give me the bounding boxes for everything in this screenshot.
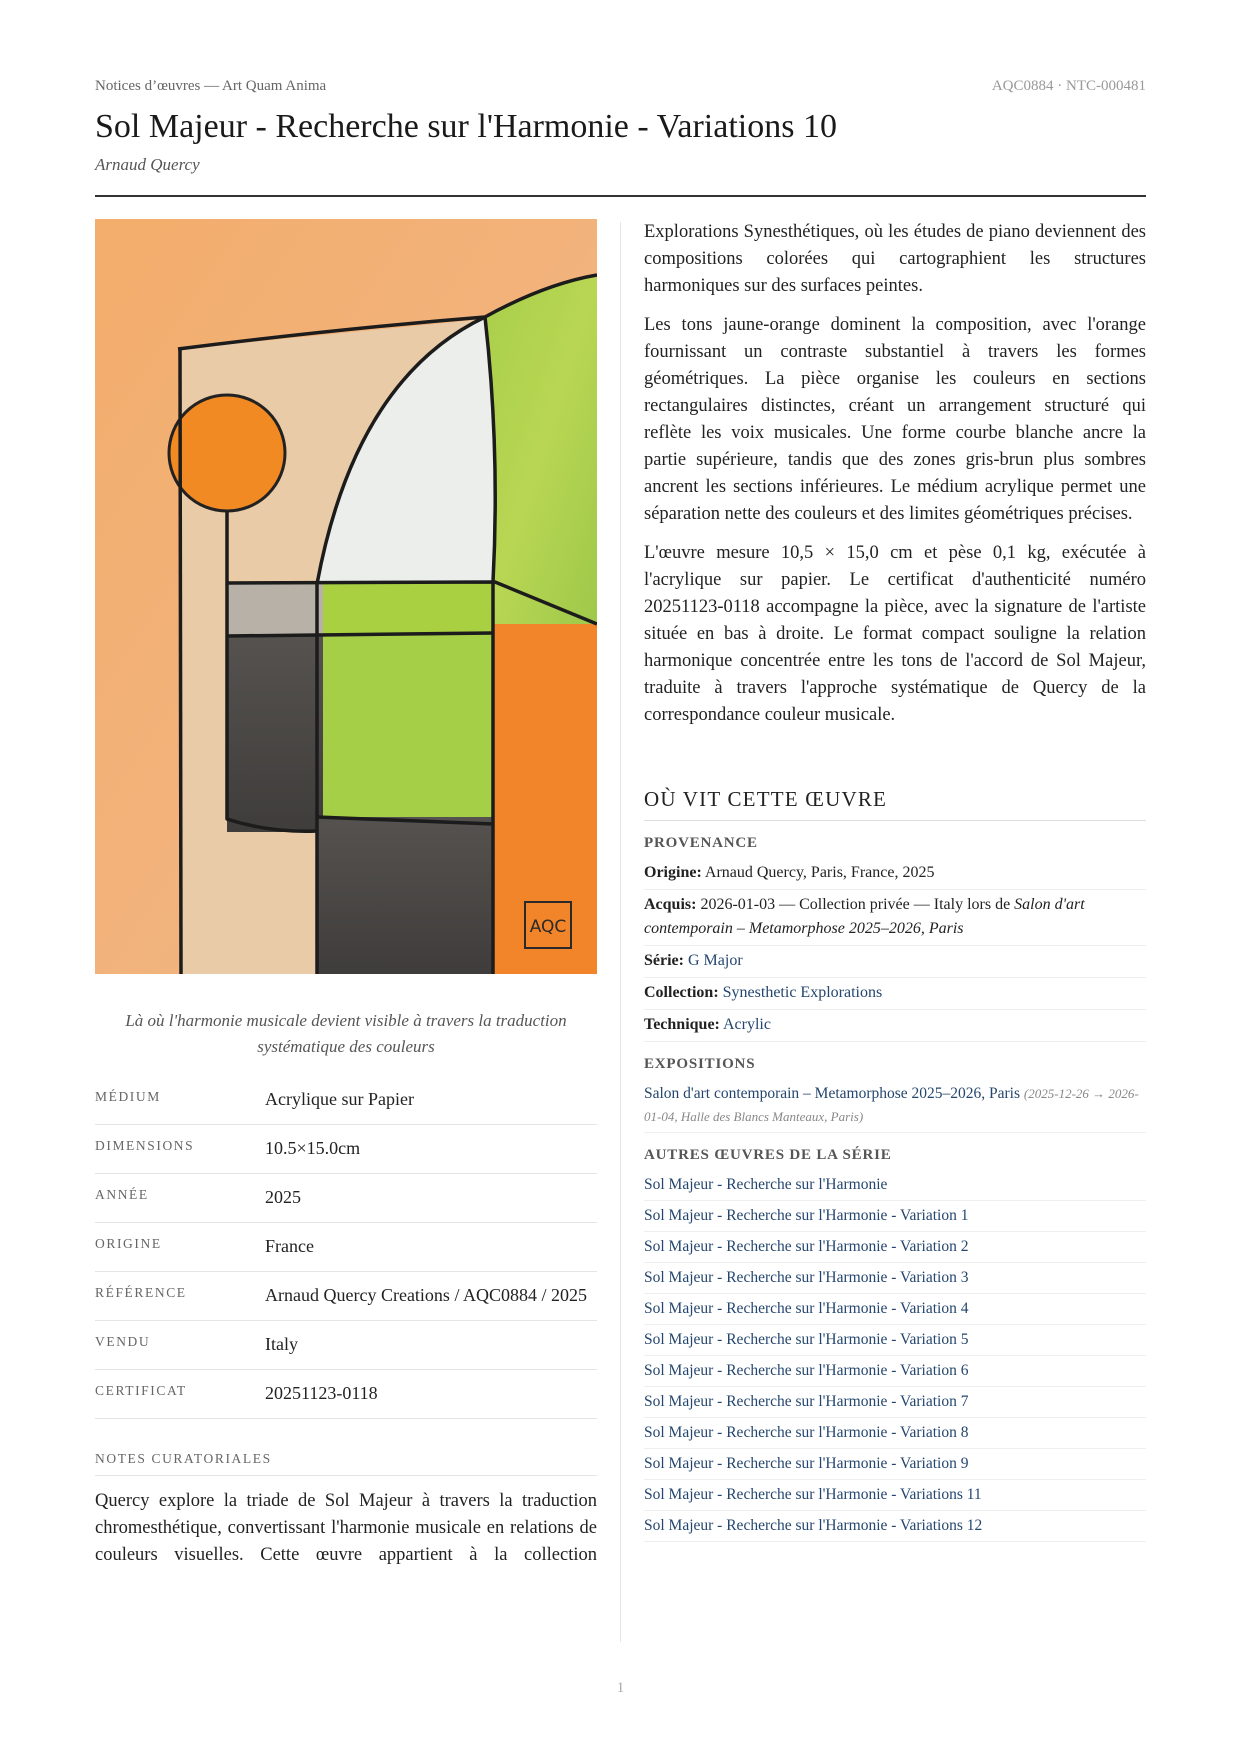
lime-strip (323, 583, 493, 633)
exposition-item (644, 1079, 1146, 1133)
provenance-collection (644, 978, 1146, 1010)
provenance-technique (644, 1010, 1146, 1042)
artwork-image (95, 219, 597, 974)
spec-value: Italy (265, 1334, 298, 1354)
provenance-origin (644, 858, 1146, 890)
series-works-heading: AUTRES ŒUVRES DE LA SÉRIE (644, 1147, 892, 1163)
expositions-heading: EXPOSITIONS (644, 1056, 756, 1072)
collection-link[interactable]: Synesthetic Explorations (722, 984, 883, 1001)
acquired-value: 2026-01-03 — Collection privée — Italy lors de (700, 896, 1015, 913)
spec-label: CERTIFICAT (95, 1383, 187, 1398)
notice-reference: AQC0884 · NTC-000481 (991, 78, 1146, 94)
series-work-link[interactable]: Sol Majeur - Recherche sur l'Harmonie - Variations 12 (644, 1511, 1146, 1542)
origin-value: Arnaud Quercy, Paris, France, 2025 (704, 864, 935, 881)
artist-name: Arnaud Quercy (95, 155, 200, 174)
curatorial-notes-text: Quercy explore la triade de Sol Majeur à travers la traduction chromesthétique, convertissant l'harmonie musicale en relations de couleurs visuelles. Cette œuvre appartient à la collection (95, 1491, 597, 1565)
orange-sun (169, 395, 285, 511)
curatorial-notes-heading: NOTES CURATORIALES (95, 1451, 597, 1476)
upper-lime-area (485, 277, 597, 624)
origin-label: Origine: (644, 864, 702, 881)
acquired-label: Acquis: (644, 896, 697, 913)
grey-block (227, 583, 323, 636)
series-work-link[interactable]: Sol Majeur - Recherche sur l'Harmonie - Variation 7 (644, 1387, 1146, 1418)
series-label: Série: (644, 952, 684, 969)
series-work-link[interactable]: Sol Majeur - Recherche sur l'Harmonie - Variations 11 (644, 1480, 1146, 1511)
spec-value: Acrylique sur Papier (265, 1089, 414, 1109)
technique-link[interactable]: Acrylic (723, 1016, 771, 1033)
provenance-acquired (644, 890, 1146, 946)
series-work-link[interactable]: Sol Majeur - Recherche sur l'Harmonie - Variation 4 (644, 1294, 1146, 1325)
page-title: Sol Majeur - Recherche sur l'Harmonie - Variations 10 (95, 108, 837, 145)
page-header (95, 78, 1146, 95)
spec-row-certificate (95, 1370, 597, 1419)
spec-value: Arnaud Quercy Creations / AQC0884 / 2025 (265, 1285, 587, 1305)
description-paragraph: L'œuvre mesure 10,5 × 15,0 cm et pèse 0,1 kg, exécutée à l'acrylique sur papier. Le certificat d'authenticité numéro 20251123-0118 accompagne la pièce, avec la signature de l'artiste située en bas à droite. Le format compact souligne la relation harmonique concentrée entre les tons de l'accord de Sol Majeur, traduite à travers l'approche systématique de Quercy de la correspondance couleur musicale. (644, 543, 1146, 725)
exposition-link[interactable]: Salon d'art contemporain – Metamorphose 2025–2026, Paris (644, 1085, 1021, 1102)
series-work-link[interactable]: Sol Majeur - Recherche sur l'Harmonie - Variation 1 (644, 1201, 1146, 1232)
spec-row-reference (95, 1272, 597, 1321)
spec-label: ORIGINE (95, 1236, 162, 1251)
exposition-meta: (2025-12-26 → 2026-01-04, Halle des Blancs Manteaux, Paris) (644, 1086, 1139, 1124)
spec-label: ANNÉE (95, 1187, 149, 1202)
spec-label: VENDU (95, 1334, 151, 1349)
spec-label: MÉDIUM (95, 1089, 161, 1104)
series-work-link[interactable]: Sol Majeur - Recherche sur l'Harmonie - Variation 5 (644, 1325, 1146, 1356)
series-work-link[interactable]: Sol Majeur - Recherche sur l'Harmonie (644, 1170, 1146, 1201)
series-work-link[interactable]: Sol Majeur - Recherche sur l'Harmonie - Variation 2 (644, 1232, 1146, 1263)
svg-text:AQC: AQC (529, 917, 567, 937)
series-work-link[interactable]: Sol Majeur - Recherche sur l'Harmonie - Variation 3 (644, 1263, 1146, 1294)
spec-value: 20251123-0118 (265, 1383, 378, 1403)
spec-label: DIMENSIONS (95, 1138, 195, 1153)
spec-value: 10.5×15.0cm (265, 1138, 361, 1158)
spec-label: RÉFÉRENCE (95, 1285, 187, 1300)
spec-value: 2025 (265, 1187, 301, 1207)
spec-row-dimensions (95, 1125, 597, 1174)
dark-left-block (227, 636, 323, 832)
spec-row-sold (95, 1321, 597, 1370)
dark-bottom-block (317, 817, 493, 974)
description-paragraph: Explorations Synesthétiques, où les études de piano deviennent des compositions colorées qui cartographient les structures harmoniques sur des surfaces peintes. (644, 222, 1146, 296)
spec-value: France (265, 1236, 314, 1256)
series-works-list (644, 1170, 1146, 1542)
center-lime-block (323, 633, 493, 833)
series-work-link[interactable]: Sol Majeur - Recherche sur l'Harmonie - Variation 9 (644, 1449, 1146, 1480)
provenance-series (644, 946, 1146, 978)
technique-label: Technique: (644, 1016, 720, 1033)
page-number: 1 (616, 1680, 625, 1696)
collection-label: Collection: (644, 984, 719, 1001)
acquired-event: Salon d'art contemporain – Metamorphose 2025–2026, Paris (644, 896, 1085, 937)
right-column (644, 219, 1146, 1542)
artwork-caption: Là où l'harmonie musicale devient visible à travers la traduction systématique des couleurs (125, 1011, 567, 1056)
header-divider (95, 195, 1146, 197)
spec-table (95, 1076, 597, 1419)
series-link[interactable]: G Major (687, 952, 743, 969)
publication-name: Notices d’œuvres — Art Quam Anima (95, 78, 327, 94)
description-paragraph: Les tons jaune-orange dominent la composition, avec l'orange fournissant un contraste substantiel à travers les formes géométriques. La pièce organise les couleurs en sections rectangulaires distinctes, créant un arrangement structuré qui reflète les voix musicales. Une forme courbe blanche ancre la partie supérieure, tandis que des zones gris-brun plus sombres ancrent les sections inférieures. Le médium acrylique permet une séparation nette des couleurs et des limites géométriques précises. (644, 315, 1146, 524)
spec-row-origin (95, 1223, 597, 1272)
spec-row-year (95, 1174, 597, 1223)
spec-row-medium (95, 1076, 597, 1125)
where-section-title: OÙ VIT CETTE ŒUVRE (644, 787, 1146, 821)
left-column (95, 219, 597, 1569)
series-work-link[interactable]: Sol Majeur - Recherche sur l'Harmonie - Variation 6 (644, 1356, 1146, 1387)
series-work-link[interactable]: Sol Majeur - Recherche sur l'Harmonie - Variation 8 (644, 1418, 1146, 1449)
column-divider (620, 222, 621, 1642)
provenance-heading: PROVENANCE (644, 835, 758, 851)
